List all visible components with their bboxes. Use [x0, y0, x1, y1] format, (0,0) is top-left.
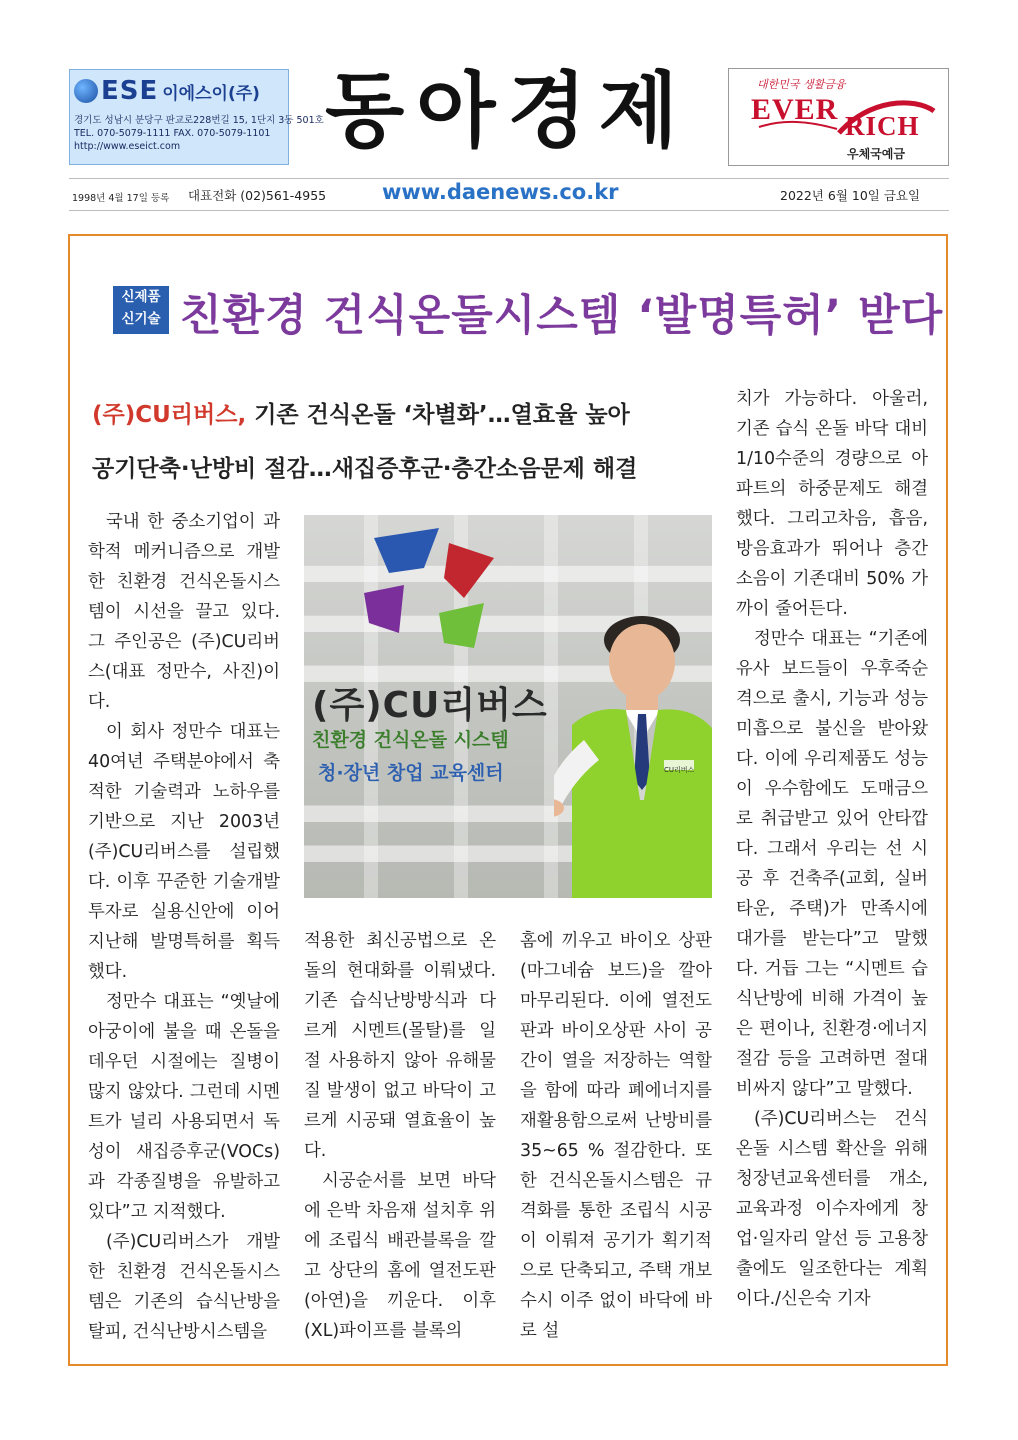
- section-badge-line2: 신기술: [121, 311, 161, 327]
- col1-paragraph-4: (주)CU리버스가 개발한 친환경 건식온돌시스템은 기존의 습식난방을 탈피, 건식난방시스템을: [88, 1232, 280, 1342]
- photo-sign-subtitle-2: 청·장년 창업 교육센터: [318, 762, 504, 784]
- article-subheadline-2: 공기단축·난방비 절감…새집증후군·층간소음문제 해결: [92, 456, 638, 482]
- phone-number: 대표전화 (02)561-4955: [188, 188, 327, 203]
- ese-tel-fax: TEL. 070-5079-1111 FAX. 070-5079-1101: [74, 128, 271, 139]
- photo-sign-title: (주)CU리버스: [312, 685, 548, 726]
- col4-paragraph-1: 치가 가능하다. 아울러, 기존 습식 온돌 바닥 대비 1/10수준의 경량으로 아파트의 하중문제도 해결했다. 그리고차음, 흡음, 방음효과가 뛰어나 층간소음이 기존대비 50% 가까이 줄어든다.: [736, 389, 928, 619]
- vest-label: CU리버스: [664, 766, 695, 774]
- ese-advertisement: [69, 69, 324, 165]
- everrich-slogan: 대한민국 생활금융: [757, 78, 846, 91]
- ese-brand: ESE: [101, 76, 159, 106]
- company-logo-icon: [344, 523, 524, 673]
- ese-brand-kr: 이에스이(주): [162, 83, 260, 104]
- masthead-rule-top: [69, 178, 949, 179]
- col4-paragraph-3: (주)CU리버스는 건식온돌 시스템 확산을 위해 청장년교육센터를 개소, 교육과정 이수자에게 창업·일자리 알선 등 고용창출에도 일조한다는 계획이다./신은숙 기자: [736, 1109, 928, 1309]
- col1-paragraph-3: 정만수 대표는 “옛날에 아궁이에 불을 때 온돌을 데우던 시절에는 질병이 많지 않았다. 그런데 시멘트가 널리 사용되면서 독성이 새집증후군(VOCs)과 각종질병을 유발하고 있다”고 지적했다.: [88, 992, 280, 1222]
- newspaper-title: 동아경제: [325, 64, 690, 159]
- everrich-advertisement: [728, 68, 949, 166]
- everrich-post: 우체국예금: [847, 147, 905, 161]
- ese-web: http://www.eseict.com: [74, 141, 181, 152]
- ese-logo: [74, 76, 260, 106]
- col2-paragraph-2: 시공순서를 보면 바닥에 은박 차음재 설치후 위에 조립식 배관블록을 깔고 상단의 홈에 열전도판(아연)을 끼운다. 이후 (XL)파이프를 블록의: [304, 1171, 496, 1341]
- ese-contact: [74, 114, 324, 153]
- ceo-portrait: [554, 610, 712, 898]
- section-badge-line1: 신제품: [121, 289, 161, 305]
- everrich-rich: RICH: [845, 111, 920, 141]
- article-column-1: [88, 507, 280, 1347]
- globe-icon: [74, 79, 98, 103]
- col2-paragraph-1: 적용한 최신공법으로 온돌의 현대화를 이뤄냈다. 기존 습식난방방식과 다르게 시멘트(몰탈)를 일절 사용하지 않아 유해물질 발생이 없고 바닥이 고르게 시공돼 열효율이 높다.: [304, 931, 496, 1161]
- everrich-ever: EVER: [751, 93, 839, 126]
- ese-address: 경기도 성남시 분당구 판교로228번길 15, 1단지 3동 501호: [74, 115, 324, 126]
- col1-paragraph-2: 이 회사 정만수 대표는 40여년 주택분야에서 축적한 기술력과 노하우를 기반으로 지난 2003년 (주)CU리버스를 설립했다. 이후 꾸준한 기술개발 투자로 실용신안에 이어 지난해 발명특허를 획득했다.: [88, 722, 280, 982]
- article-headline: 친환경 건식온돌시스템 ‘발명특허’ 받다: [180, 291, 944, 341]
- subheadline-1-text: 기존 건식온돌 ‘차별화’…열효율 높아: [254, 402, 630, 428]
- article-column-2: [304, 926, 496, 1346]
- article-column-4: [736, 384, 928, 1314]
- col1-paragraph-1: 국내 한 중소기업이 과학적 메커니즘으로 개발한 친환경 건식온돌시스템이 시선을 끌고 있다. 그 주인공은 (주)CU리버스(대표 정만수, 사진)이다.: [88, 512, 280, 712]
- website-link[interactable]: www.daenews.co.kr: [382, 180, 619, 204]
- photo-sign-subtitle-1: 친환경 건식온돌 시스템: [312, 729, 509, 751]
- section-badge: [113, 286, 169, 334]
- article-subheadline-1: [92, 396, 630, 429]
- issue-date: 2022년 6월 10일 금요일: [780, 188, 921, 203]
- article-photo: [304, 515, 712, 898]
- subheadline-brand: (주)CU리버스,: [92, 402, 247, 428]
- article-column-3: [520, 926, 712, 1346]
- col4-paragraph-2: 정만수 대표는 “기존에 유사 보드들이 우후죽순 격으로 출시, 기능과 성능 미흡으로 불신을 받아왔다. 이에 우리제품도 성능이 우수함에도 도매금으로 취급받고 있어 안타깝다. 그래서 우리는 선 시공 후 건축주(교회, 실버타운, 주택)가 만족시에 대가를 받는다”고 말했다. 거듭 그는 “시멘트 습식난방에 비해 가격이 높은 편이나, 친환경·에너지 절감 등을 고려하면 절대 비싸지 않다”고 말했다.: [736, 629, 928, 1099]
- registration-date: 1998년 4월 17일 등록: [72, 193, 170, 204]
- col3-paragraph-1: 홈에 끼우고 바이오 상판(마그네슘 보드)을 깔아 마무리된다. 이에 열전도판과 바이오상판 사이 공간이 열을 저장하는 역할을 함에 따라 폐에너지를 재활용함으로써 난방비를 35~65 % 절감한다. 또한 건식온돌시스템은 규격화를 통한 조립식 시공이 이뤄져 공기가 획기적으로 단축되고, 주택 개보수시 이주 없이 바닥에 바로 설: [520, 931, 712, 1341]
- masthead-rule-bottom: [69, 210, 949, 211]
